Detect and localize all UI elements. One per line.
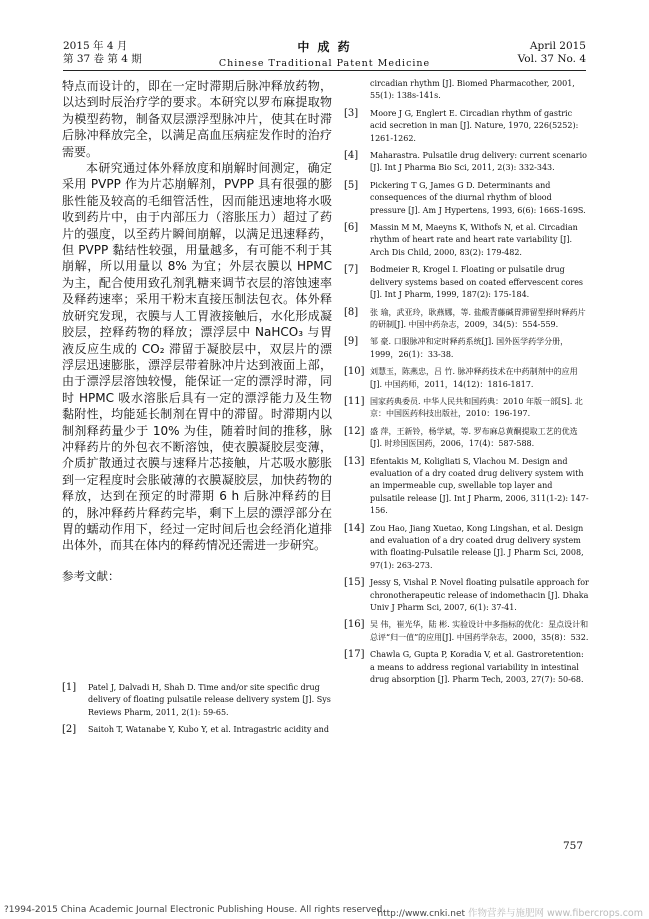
- reference-text: 盛 萍，王新铃，杨学斌，等. 罗布麻总黄酮提取工艺的优选[J]. 时珍国医国药，2006，17(4)：587-588.: [370, 426, 578, 449]
- reference-number: [8]: [344, 306, 359, 318]
- body-paragraph-2: 本研究通过体外释放度和崩解时间测定，确定采用 PVPP 作为片芯崩解剂，PVPP 具有很强的膨胀性能及较高的毛细管活性，因而能迅速地将水吸收到药片中，由于内部压力（溶胀压力）超过了药片的强度，以至药片瞬间崩解，以满足迅速释药，但 PVPP 黏结性较强，用量越多，有可能不利于其崩解，所以用量以 8% 为宜；外层衣膜以 HPMC 为主，配合使用致孔剂乳糖来调节衣层的溶蚀速率及释药速率；采用干粉末直接压制法包衣。体外释放研究发现，衣膜与人工胃液接触后，水化形成凝胶层，控释药物的释放；漂浮层中 NaHCO₃ 与胃液反应生成的 CO₂ 滞留于凝胶层中，双层片的漂浮层迅速膨胀，漂浮层带着脉冲片达到液面上部，由于漂浮层溶蚀较慢，能保证一定的漂浮时滞，同时 HPMC 吸水溶胀后具有一定的漂浮能力及生物黏附性，均能延长制剂在胃中的滞留。时滞期内以制剂释药量少于 10% 为佳，随着时间的推移，脉冲释药片的外包衣不断溶蚀，使衣膜凝胶层变薄，介质扩散通过衣膜与速释片芯接触，片芯吸水膨胀到一定程度时会胀破薄的衣膜凝胶层，加快药物的释放，达到在预定的时滞期 6 h 后脉冲释药的目的，脉冲释药片释药完毕，剩下上层的漂浮部分在胃的蠕动作用下，经过一定时间后也会经消化道排出体外，而其在体内的释药情况还需进一步研究。: [62, 161, 332, 553]
- reference-number: [13]: [344, 455, 365, 467]
- reference-item: [344, 307, 589, 332]
- reference-number: [2]: [62, 724, 77, 736]
- reference-text: Chawla G, Gupta P, Koradia V, et al. Gastroretention: a means to address regional variability in intestinal drug absorption [J]. Pharm Tech, 2003, 27(7): 50-68.: [370, 650, 584, 685]
- page-footer: [0, 904, 649, 919]
- reference-number: [10]: [344, 366, 365, 378]
- reference-text: Massin M M, Maeyns K, Withofs N, et al. Circadian rhythm of heart rate and heart rate variability [J]. Arch Dis Child, 2000, 83(2): 179-482.: [370, 223, 578, 257]
- reference-number: [3]: [344, 107, 359, 119]
- reference-item: [344, 222, 589, 259]
- cnki-link[interactable]: http://www.cnki.net: [377, 909, 466, 919]
- volume-issue-en: Vol. 37 No. 4: [517, 53, 586, 65]
- page-number: 757: [562, 840, 583, 852]
- reference-text: 吴 伟，崔光华，陆 彬. 实验设计中多指标的优化：星点设计和总评“归一值”的应用[J]. 中国药学杂志，2000，35(8)：532.: [370, 620, 589, 642]
- reference-text: Pickering T G, James G D. Determinants and consequences of the diurnal rhythm of blood pressure [J]. Am J Hypertens, 1993, 6(6): 166S-169S.: [370, 180, 586, 215]
- volume-issue-cn: 第 37 卷 第 4 期: [63, 53, 142, 65]
- reference-item: [344, 396, 589, 421]
- reference-item: [344, 108, 589, 145]
- references-heading: 参考文献：: [62, 568, 120, 583]
- reference-text: Moore J G, Englert E. Circadian rhythm of gastric acid secretion in man [J]. Nature, 1970, 226(5252): 1261-1262.: [370, 108, 579, 143]
- header-rule: [63, 70, 586, 71]
- reference-number: [16]: [344, 619, 365, 631]
- reference-text: 张 瑜，武亚玲，耿燕娜，等. 盐酸青藤碱胃滞留型择时释药片的研制[J]. 中国中药杂志，2009，34(5)：554-559.: [370, 307, 586, 329]
- reference-number: [5]: [344, 179, 359, 191]
- reference-text: Bodmeier R, Krogel I. Floating or pulsatile drug delivery systems based on coated effervescent cores [J]. Int J Pharm, 1999, 187(2): 175-184.: [370, 265, 584, 300]
- reference-item: [344, 366, 589, 391]
- issue-date: 2015 年 4 月: [63, 40, 128, 52]
- reference-text: 邹 豪. 口服脉冲和定时释药系统[J]. 国外医学药学分册，1999，26(1)：33-38.: [370, 337, 569, 359]
- reference-number: [1]: [62, 682, 77, 693]
- reference-text: circadian rhythm [J]. Biomed Pharmacother, 2001, 55(1): 138s-141s.: [370, 79, 575, 101]
- journal-title-en: Chinese Traditional Patent Medicine: [218, 58, 431, 69]
- reference-text: Efentakis M, Koligliati S, Vlachou M. Design and evaluation of a dry coated drug delivery system with an impermeable cup, swellable top layer and pulsatile release [J]. Int J Pharm, 2006, 311(1-2): 147-156.: [370, 456, 589, 516]
- reference-number: [14]: [344, 522, 365, 534]
- issue-month-en: April 2015: [529, 40, 586, 52]
- reference-number: [15]: [344, 577, 365, 589]
- watermark-text: 作物营养与施肥网 www.fibercrops.com: [467, 908, 643, 919]
- reference-item: [344, 619, 589, 644]
- reference-text: Saitoh T, Watanabe Y, Kubo Y, et al. Intragastric acidity and: [88, 725, 329, 735]
- reference-number: [4]: [344, 150, 359, 162]
- reference-number: [9]: [344, 336, 359, 348]
- reference-text: 国家药典委员. 中华人民共和国药典：2010 年版一部[S]. 北京：中国医药科技出版社，2010：196-197.: [370, 396, 583, 419]
- body-paragraph-1: 特点而设计的，即在一定时滞期后脉冲释放药物，以达到时辰治疗学的要求。本研究以罗布麻提取物为模型药物，制备双层漂浮型脉冲片，使其在时滞后脉冲释放完全，以满足高血压病症发作时的治疗需要。: [62, 79, 332, 159]
- reference-number: [11]: [344, 395, 365, 407]
- reference-item: [344, 577, 589, 614]
- reference-item: [344, 649, 589, 686]
- reference-item: [344, 426, 589, 451]
- journal-title-cn: 中 成 药: [297, 40, 352, 54]
- reference-item: [344, 336, 589, 361]
- references-left: [62, 682, 332, 742]
- reference-text: Maharastra. Pulsatile drug delivery: current scenario [J]. Int J Pharma Bio Sci, 2011, 2(3): 332-343.: [370, 151, 587, 173]
- references-right: [344, 78, 589, 691]
- reference-item: [344, 150, 589, 175]
- reference-number: [12]: [344, 425, 365, 437]
- reference-item: [344, 523, 589, 573]
- reference-text: 刘慧玉，陈燕忠，吕 竹. 脉冲释药技术在中药制剂中的应用[J]. 中国药师，2011，14(12)：1816-1817.: [370, 367, 578, 389]
- issue-info-en: [518, 40, 586, 66]
- reference-number: [6]: [344, 222, 359, 234]
- footer-right: [377, 905, 643, 919]
- reference-item: [62, 724, 332, 736]
- reference-item: [344, 78, 589, 103]
- copyright-notice: ?1994-2015 China Academic Journal Electronic Publishing House. All rights reserved.: [4, 905, 386, 915]
- left-column: [62, 78, 332, 584]
- reference-text: Jessy S, Vishal P. Novel floating pulsatile approach for chronotherapeutic release of indomethacin [J]. Dhaka Univ J Pharm Sci, 2007, 6(1): 37-41.: [370, 578, 589, 613]
- reference-text: Patel J, Dalvadi H, Shah D. Time and/or site specific drug delivery of floating pulsatile release delivery system [J]. Sys Reviews Pharm, 2011, 2(1): 59-65.: [88, 683, 331, 717]
- reference-number: [7]: [344, 264, 359, 276]
- reference-item: [62, 682, 332, 719]
- reference-item: [344, 456, 589, 518]
- reference-item: [344, 264, 589, 301]
- reference-item: [344, 180, 589, 217]
- reference-number: [17]: [344, 649, 365, 661]
- page-header: [0, 0, 649, 74]
- reference-text: Zou Hao, Jiang Xuetao, Kong Lingshan, et al. Design and evaluation of a dry coated drug delivery system with floating-Pulsatile release [J]. J Pharm Sci, 2008, 97(1): 263-273.: [370, 523, 584, 570]
